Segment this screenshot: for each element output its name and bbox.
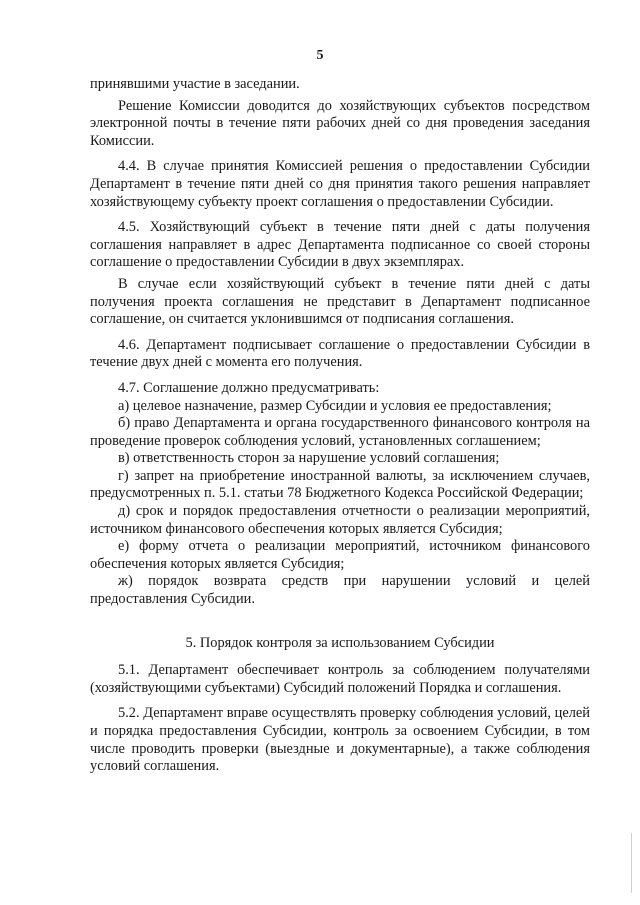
paragraph-4-4: 4.4. В случае принятия Комиссией решения о предоставлении Субсидии Департамент в течение пяти дней со дня принятия такого решения направляет хозяйствующему субъекту проект соглашения о предоставлении Субсидии.: [90, 158, 590, 210]
paragraph-5-2: 5.2. Департамент вправе осуществлять проверку соблюдения условий, целей и порядка предоставления Субсидии, контроль за освоением Субсидии, в том числе проводить проверки (выездные и документарные), а также соблюдения условий соглашения.: [90, 705, 590, 775]
list-item-v: в) ответственность сторон за нарушение условий соглашения;: [118, 450, 500, 467]
list-item-g: г) запрет на приобретение иностранной валюты, за исключением случаев, предусмотренных п. 5.1. статьи 78 Бюджетного Кодекса Российской Федерации;: [90, 467, 590, 502]
list-item-a: а) целевое назначение, размер Субсидии и условия ее предоставления;: [118, 397, 552, 414]
paragraph-4-5: 4.5. Хозяйствующий субъект в течение пяти дней с даты получения соглашения направляет в адрес Департамента подписанное со своей стороны соглашение о предоставлении Субсидии в двух экземплярах.: [90, 219, 590, 271]
list-item-b: б) право Департамента и органа государственного финансового контроля на проведение проверок соблюдения условий, установленных соглашением;: [90, 415, 590, 449]
section-title: 5. Порядок контроля за использованием Субсидии: [185, 634, 495, 651]
list-item-e: е) форму отчета о реализации мероприятий, источником финансового обеспечения которых является Субсидия;: [90, 538, 590, 572]
paragraph: принявшими участие в заседании.: [90, 76, 300, 92]
list-item-zh: ж) порядок возврата средств при нарушении условий и целей предоставления Субсидии.: [90, 573, 590, 608]
scan-edge-mark: [617, 833, 632, 893]
paragraph-4-6: 4.6. Департамент подписывает соглашение о предоставлении Субсидии в течение двух дней с момента его получения.: [90, 336, 590, 371]
document-body: [90, 76, 590, 776]
paragraph: Решение Комиссии доводится до хозяйствующих субъектов посредством электронной почты в течение пяти рабочих дней со дня проведения заседания Комиссии.: [90, 97, 590, 149]
list-item-d: д) срок и порядок предоставления отчетности о реализации мероприятий, источником финансового обеспечения которых является Субсидия;: [90, 503, 590, 537]
page-number: 5: [316, 48, 324, 63]
paragraph: В случае если хозяйствующий субъект в течение пяти дней с даты получения проекта соглашения не представит в Департамент подписанное соглашение, он считается уклонившимся от подписания соглашения.: [90, 275, 590, 328]
paragraph-5-1: 5.1. Департамент обеспечивает контроль за соблюдением получателями (хозяйствующими субъектами) Субсидий положений Порядка и соглашения.: [90, 662, 590, 696]
paragraph-4-7: 4.7. Соглашение должно предусматривать:: [118, 379, 380, 396]
